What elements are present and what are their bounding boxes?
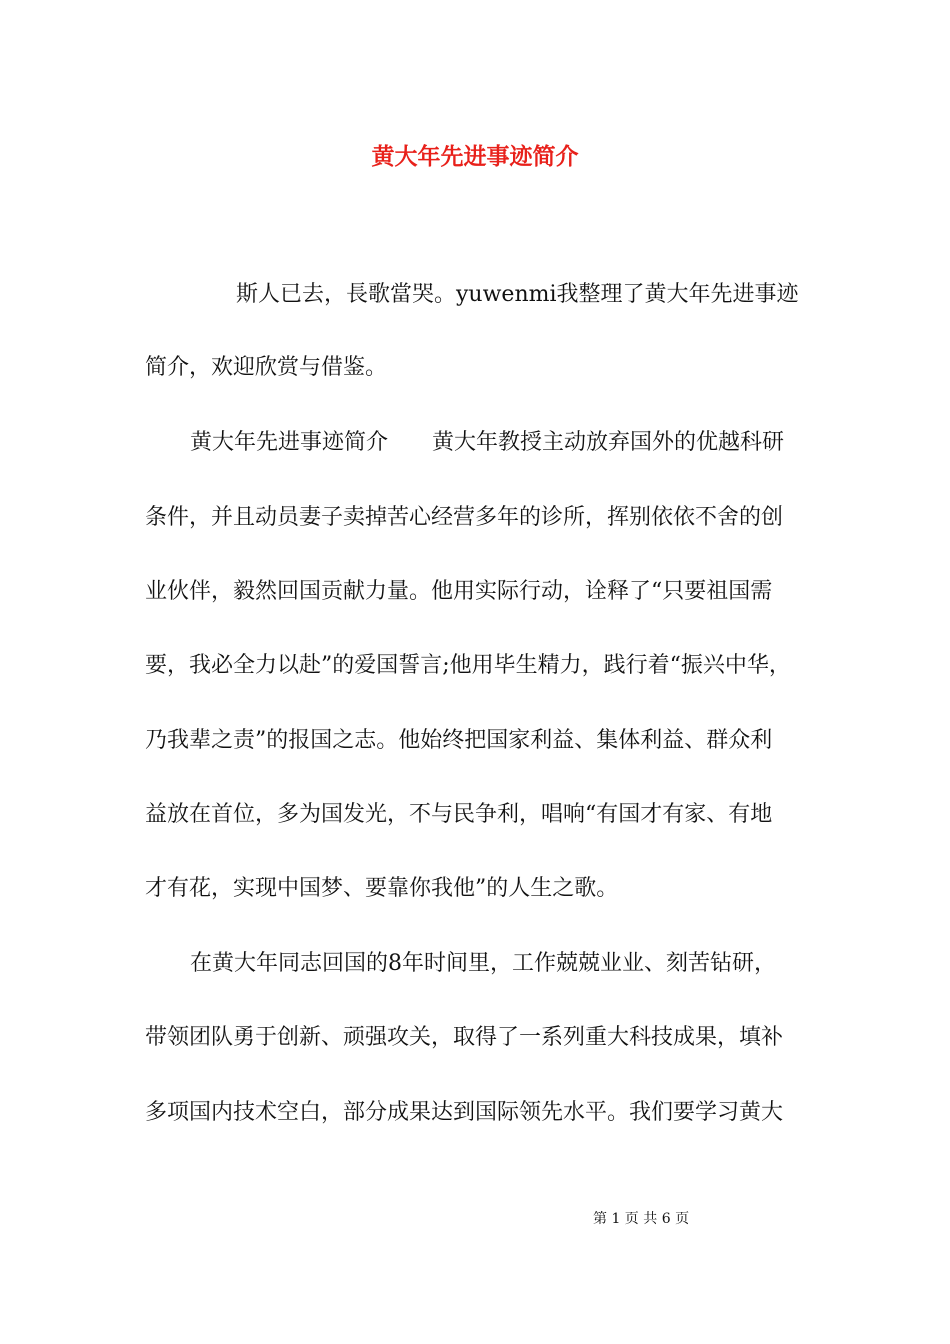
text-line: 带领团队勇于创新、顽强攻关，取得了一系列重大科技成果，填补 <box>145 1025 784 1050</box>
text-line: 简介，欢迎欣赏与借鉴。 <box>145 355 388 380</box>
text-line: 条件，并且动员妻子卖掉苦心经营多年的诊所，挥别依依不舍的创 <box>145 505 784 530</box>
text-line: 乃我辈之责”的报国之志。他始终把国家利益、集体利益、群众利 <box>145 728 773 753</box>
text-line: 益放在首位，多为国发光，不与民争利，唱响“有国才有家、有地 <box>145 802 773 827</box>
text-line: 斯人已去，長歌當哭。yuwenmi我整理了黄大年先进事迹 <box>236 282 799 307</box>
text-line: 在黄大年同志回国的8年时间里，工作兢兢业业、刻苦钻研， <box>190 951 776 976</box>
document-title: 黄大年先进事迹简介 <box>371 143 579 170</box>
page-number-footer: 第 1 页 共 6 页 <box>593 1211 690 1227</box>
text-line: 多项国内技术空白，部分成果达到国际领先水平。我们要学习黄大 <box>145 1100 784 1125</box>
text-line: 要，我必全力以赴”的爱国誓言;他用毕生精力，践行着“振兴中华， <box>145 653 791 678</box>
text-line: 才有花，实现中国梦、要靠你我他”的人生之歌。 <box>145 876 619 901</box>
text-line: 业伙伴，毅然回国贡献力量。他用实际行动，诠释了“只要祖国需 <box>145 579 773 604</box>
text-line: 黄大年先进事迹简介 黄大年教授主动放弃国外的优越科研 <box>190 430 785 455</box>
